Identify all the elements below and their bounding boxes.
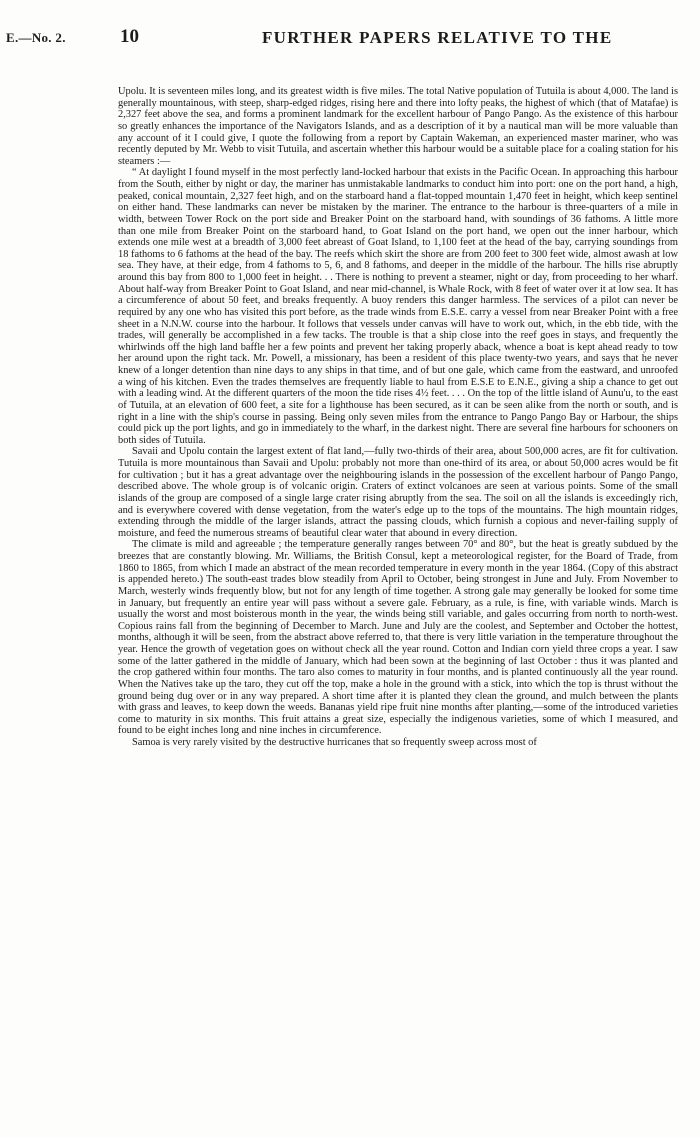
series-reference: E.—No. 2. xyxy=(6,30,66,45)
body-text xyxy=(118,86,678,749)
paragraph-climate: The climate is mild and agreeable ; the temperature generally ranges between 70° and 80°, but the heat is greatly subdued by the breezes that are constantly blowing. Mr. Williams, the British Consul, kept a meteorological register, for the Board of Trade, from 1860 to 1865, from which I made an abstract of the mean recorded temperature in every month in the year 1864. (Copy of this abstract is appended hereto.) The south-east trades blow steadily from April to October, being strongest in June and July. From November to March, westerly winds frequently blow, but not for any length of time together. A strong gale may generally be looked for some time in January, but frequently an entire year will pass without a severe gale. February, as a rule, is fine, with variable winds. March is usually the worst and most boisterous month in the year, the winds being still variable, and gales occurring from north to north-west. Copious rains fall from the beginning of December to March. June and July are the coolest, and September and October the hottest, months, although it will be seen, from the abstract above referred to, that there is very little variation in the temperature throughout the year. Hence the growth of vegetation goes on without check all the year round. Cotton and Indian corn yield three crops a year. I saw some of the latter gathered in the middle of January, which had been sown at the beginning of last October : thus it was planted and the crop gathered within four months. The taro also comes to maturity in four months, and is planted continuously all the year round. When the Natives take up the taro, they cut off the top, make a hole in the ground with a stick, into which the top is thrust without the ground being dug over or in any way prepared. A short time after it is planted they clean the ground, and mulch between the plants with grass and leaves, to keep down the weeds. Bananas yield ripe fruit nine months after planting,—some of the introduced varieties come to maturity in six months. This fruit attains a great size, especially the indigenous varieties, some of which I measured, and found to be eight inches long and nine inches in circumference. xyxy=(118,539,678,737)
paragraph-hurricanes: Samoa is very rarely visited by the destructive hurricanes that so frequently sweep across most of xyxy=(132,737,537,748)
running-header xyxy=(0,26,700,50)
paragraph-wakeman-report: “ At daylight I found myself in the most perfectly land-locked harbour that exists in the Pacific Ocean. In approaching this harbour from the South, either by night or day, the mariner has unmistakable landmarks to conduct him into port: one on the port hand, a high, peaked, conical mountain, 2,327 feet high, and on the starboard hand a flat-topped mountain 1,470 feet in height, which keep sentinel on either hand. These landmarks can never be mistaken by the mariner. The entrance to the harbour is three-quarters of a mile in width, between Tower Rock on the port side and Breaker Point on the starboard hand, with soundings of 36 fathoms. A little more than one mile from Breaker Point on the starboard hand, to Goat Island on the port hand, we open out the inner harbour, which extends one mile west at a breadth of 3,000 feet abreast of Goat Island, to 1,100 feet at the head of the bay, carrying soundings from 18 fathoms to 6 fathoms at the head of the bay. The reefs which skirt the shore are from 200 feet to 300 feet wide, almost awash at low sea. They have, at their edge, from 4 fathoms to 5, 6, and 8 fathoms, and deeper in the middle of the harbour. The hills rise abruptly around this bay from 800 to 1,000 feet in height. . . There is nothing to prevent a steamer, night or day, from proceeding to her wharf. About half-way from Breaker Point to Goat Island, and near mid-channel, is Whale Rock, with 8 feet of water over it at low sea. It has a circumference of about 50 feet, and breaks frequently. A buoy renders this danger harmless. The services of a pilot can never be required by any one who has visited this port before, as the trade winds from E.S.E. carry a vessel from near Breaker Point with a free sheet in a N.N.W. course into the harbour. It follows that vessels under canvas will have to work out, which, in the ebb tide, with the trades, will generally be accomplished in a few tacks. The trouble is that a ship close into the reef goes in stays, and frequently the whirlwinds off the high land baffle her a few points and prevent her taking properly aback, whence a boat is kept ahead ready to tow her around upon the right tack. Mr. Powell, a missionary, has been a resident of this place twenty-two years, and says that he never knew of a longer detention than nine days to any ships in that time, and of but one gale, which came from the eastward, and unroofed a wing of his kitchen. Even the trades themselves are frequently liable to haul from E.S.E to E.N.E., giving a ship a chance to get out with a leading wind. At the different quarters of the moon the tide rises 4½ feet. . . . On the top of the little island of Aunu'u, to the east of Tutuila, at an elevation of 600 feet, a site for a lighthouse has been secured, as it can be seen alike from the north or south, and is right in a line with the ship's course in passing. Being only seven miles from the entrance to Pango Pango Bay or Harbour, the ships could pick up the port lights, and go in immediately to the wharf, in the darkest night. There are several fine harbours for schooners on both sides of Tutuila. xyxy=(118,167,678,446)
paragraph-land-and-soil: Savaii and Upolu contain the largest extent of flat land,—fully two-thirds of their area, about 500,000 acres, are fit for cultivation. Tutuila is more mountainous than Savaii and Upolu: probably not more than one-third of its area, or about 50,000 acres would be fit for cultivation ; but it has a great advantage over the neighbouring islands in the possession of the excellent harbour of Pango Pango, described above. The whole group is of volcanic origin. Craters of extinct volcanoes are seen at various points. Some of the small islands of the group are composed of a single large crater rising abruptly from the sea. The soil on all the islands is exceedingly rich, and is everywhere covered with dense vegetation, from the water's edge up to the tops of the mountains. The high mountain ridges, extending through the middle of the larger islands, attract the passing clouds, which furnish a copious and never-failing supply of moisture, and feed the numerous streams of beautiful clear water that abound in every direction. xyxy=(118,446,678,539)
running-title: FURTHER PAPERS RELATIVE TO THE xyxy=(262,28,613,47)
paragraph-tutuila-description: Upolu. It is seventeen miles long, and its greatest width is five miles. The total Native population of Tutuila is about 4,000. The land is generally mountainous, with steep, sharp-edged ridges, rising here and there into lofty peaks, the highest of which (that of Matafae) is 2,327 feet above the sea, and forms a prominent landmark for the excellent harbour of Pango Pango. As the existence of this harbour so greatly enhances the importance of the Navigators Islands, and as a description of it by a nautical man will be more valuable than any account of it I could give, I quote the following from a report by Captain Wakeman, an experienced master mariner, who was recently deputed by Mr. Webb to visit Tutuila, and ascertain whether this harbour would be a suitable place for a coaling station for his steamers :— xyxy=(118,86,678,167)
page-number: 10 xyxy=(120,26,139,47)
